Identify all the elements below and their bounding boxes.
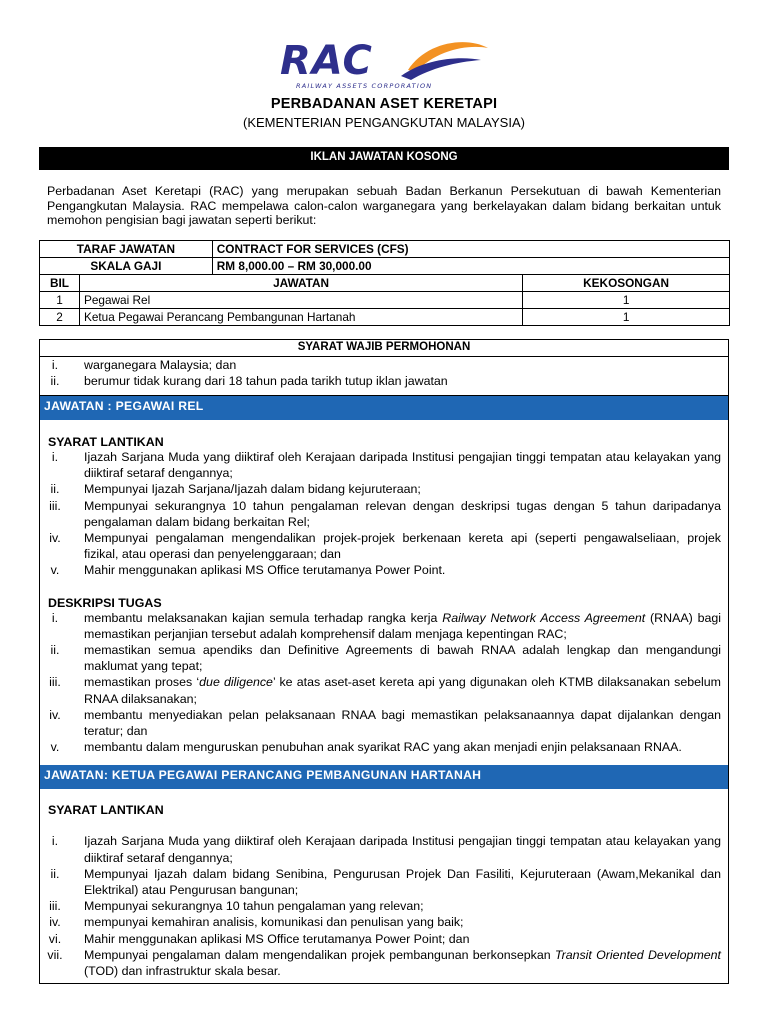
mandatory-requirements-box — [39, 339, 729, 396]
list-item — [40, 739, 728, 755]
item-text — [84, 947, 721, 979]
text-run: ’ ke atas aset-aset kereta api yang digunakan oleh KTMB dilaksanakan sebelum RNAA dilaksanakan; — [84, 675, 722, 706]
table-row — [40, 309, 730, 326]
list-item — [40, 914, 728, 930]
list-item — [40, 674, 728, 706]
ketua-pegawai-syarat-title: SYARAT LANTIKAN — [48, 803, 164, 818]
table-row — [40, 258, 730, 275]
cell-kekosongan: 1 — [523, 309, 730, 326]
job-details-box — [39, 395, 729, 984]
item-text: Ijazah Sarjana Muda yang diiktiraf oleh Kerajaan daripada Institusi pengajian tinggi tempatan atau kelayakan yang diiktiraf setaraf dengannya; — [84, 450, 721, 481]
item-text: Mahir menggunakan aplikasi MS Office terutamanya Power Point. — [84, 563, 446, 578]
cell-kekosongan: 1 — [523, 292, 730, 309]
header-jawatan: JAWATAN — [79, 275, 522, 292]
item-number: iv. — [49, 707, 61, 722]
org-title: PERBADANAN ASET KERETAPI — [270, 96, 498, 112]
item-number: iii. — [49, 899, 61, 914]
text-run: memastikan proses ‘ — [84, 675, 200, 690]
list-item — [40, 931, 728, 947]
item-text: Mahir menggunakan aplikasi MS Office terutamanya Power Point; dan — [84, 931, 470, 946]
header-kekosongan: KEKOSONGAN — [523, 275, 730, 292]
list-item — [40, 562, 728, 578]
table-row — [40, 241, 730, 258]
item-text: membantu dalam menguruskan penubuhan anak syarikat RAC yang akan menjadi enjin pelaksanaan RNAA. — [84, 740, 682, 755]
list-item — [40, 642, 728, 674]
item-text: mempunyai kemahiran analisis, komunikasi dan penulisan yang baik; — [84, 915, 464, 930]
taraf-value: CONTRACT FOR SERVICES (CFS) — [212, 241, 729, 258]
item-number: v. — [50, 563, 60, 578]
text-run-italic: Transit Oriented Development — [554, 947, 721, 962]
list-item — [40, 373, 728, 389]
list-item — [40, 866, 728, 898]
list-item — [40, 357, 728, 373]
list-item — [40, 530, 728, 562]
list-item — [40, 947, 728, 979]
item-text: memastikan semua apendiks dan Definitive Agreements di bawah RNAA adalah lengkap dan mengandungi maklumat yang tepat; — [84, 643, 721, 674]
item-number: iii. — [49, 498, 61, 513]
job-table — [39, 240, 730, 326]
item-number: ii. — [50, 482, 60, 497]
item-text: membantu menyediakan pelan pelaksanaan RNAA bagi memastikan pelaksanaannya dapat dijalankan dengan teratur; dan — [84, 707, 721, 739]
list-item — [40, 610, 728, 642]
intro-paragraph: Perbadanan Aset Keretapi (RAC) yang merupakan sebuah Badan Berkanun Persekutuan di bawah Kementerian Pengangkutan Malaysia. RAC mempelawa calon-calon warganegara yang berkelayakan dalam bidang berkaitan untuk memohon pengisian bagi jawatan seperti berikut: — [47, 184, 721, 228]
header-bil: BIL — [40, 275, 80, 292]
cell-bil: 1 — [40, 292, 80, 309]
item-number: ii. — [50, 374, 60, 389]
text-run: membantu melaksanakan kajian semula terhadap rangka kerja — [84, 610, 443, 625]
logo-tagline: RAILWAY ASSETS CORPORATION — [296, 82, 433, 90]
item-number: ii. — [50, 643, 60, 658]
table-row — [40, 292, 730, 309]
item-number: v. — [50, 740, 60, 755]
text-run: Mempunyai pengalaman dalam mengendalikan projek pembangunan berkonsepkan — [84, 947, 555, 962]
logo-swoosh-navy — [401, 58, 481, 80]
rac-logo — [276, 36, 496, 96]
item-number: i. — [51, 834, 59, 849]
item-text — [84, 610, 721, 642]
item-number: iv. — [49, 915, 61, 930]
item-number: iii. — [49, 675, 61, 690]
cell-bil: 2 — [40, 309, 80, 326]
list-item — [40, 898, 728, 914]
logo-wordmark: RAC — [280, 38, 373, 84]
taraf-label: TARAF JAWATAN — [40, 241, 213, 258]
mandatory-requirements-title: SYARAT WAJIB PERMOHONAN — [40, 340, 728, 357]
list-item — [40, 833, 728, 865]
cell-jawatan: Pegawai Rel — [79, 292, 522, 309]
list-item — [40, 707, 728, 739]
item-text: Mempunyai Ijazah dalam bidang Senibina, Pengurusan Projek Dan Fasiliti, Kejuruteraan (Awam,Mekanikal dan Elektrikal) atau Pengurusan bangunan; — [84, 866, 721, 898]
item-text: Ijazah Sarjana Muda yang diiktiraf oleh Kerajaan daripada Institusi pengajian tinggi tempatan atau kelayakan yang diiktiraf setaraf dengannya; — [84, 834, 721, 865]
text-run: (RNAA) bagi memastikan perjanjian tersebut adalah komprehensif dalam menjaga kepentingan RAC; — [84, 610, 721, 641]
table-header-row — [40, 275, 730, 292]
skala-label: SKALA GAJI — [40, 258, 213, 275]
item-text: Mempunyai sekurangnya 10 tahun pengalaman yang relevan; — [84, 899, 424, 914]
item-number: ii. — [50, 866, 60, 881]
cell-jawatan: Ketua Pegawai Perancang Pembangunan Hartanah — [79, 309, 522, 326]
item-text: berumur tidak kurang dari 18 tahun pada tarikh tutup iklan jawatan — [84, 374, 448, 389]
ketua-pegawai-bar: JAWATAN: KETUA PEGAWAI PERANCANG PEMBANGUNAN HARTANAH — [40, 765, 728, 789]
ad-title-bar: IKLAN JAWATAN KOSONG — [39, 147, 729, 170]
text-run-italic: due diligence — [199, 675, 273, 690]
item-number: vi. — [48, 931, 62, 946]
list-item — [40, 498, 728, 530]
item-text: Mempunyai Ijazah Sarjana/Ijazah dalam bidang kejuruteraan; — [84, 482, 421, 497]
list-item — [40, 481, 728, 497]
pegawai-rel-bar: JAWATAN : PEGAWAI REL — [40, 396, 728, 420]
text-run: (TOD) dan infrastruktur skala besar. — [84, 964, 281, 979]
item-text: warganegara Malaysia; dan — [84, 358, 237, 372]
item-text: Mempunyai pengalaman mengendalikan projek-projek berkenaan kereta api (seperti pengawalseliaan, projek fizikal, atau operasi dan penyelenggaraan; dan — [84, 531, 721, 562]
skala-value: RM 8,000.00 – RM 30,000.00 — [212, 258, 729, 275]
org-subtitle: (KEMENTERIAN PENGANGKUTAN MALAYSIA) — [243, 115, 525, 130]
pegawai-rel-deskripsi-title: DESKRIPSI TUGAS — [48, 595, 162, 610]
pegawai-rel-syarat-title: SYARAT LANTIKAN — [48, 435, 164, 449]
item-number: i. — [51, 450, 59, 464]
list-item — [40, 449, 728, 481]
text-run-italic: Railway Network Access Agreement — [442, 610, 646, 625]
item-number: iv. — [49, 531, 61, 546]
item-text: Mempunyai sekurangnya 10 tahun pengalaman relevan dengan deskripsi tugas dengan 5 tahun daripadanya pengalaman dalam bidang berkaitan Rel; — [84, 498, 721, 529]
item-number: vii. — [47, 947, 63, 962]
item-number: i. — [51, 358, 59, 372]
item-number: i. — [51, 610, 59, 625]
item-text — [84, 674, 721, 706]
